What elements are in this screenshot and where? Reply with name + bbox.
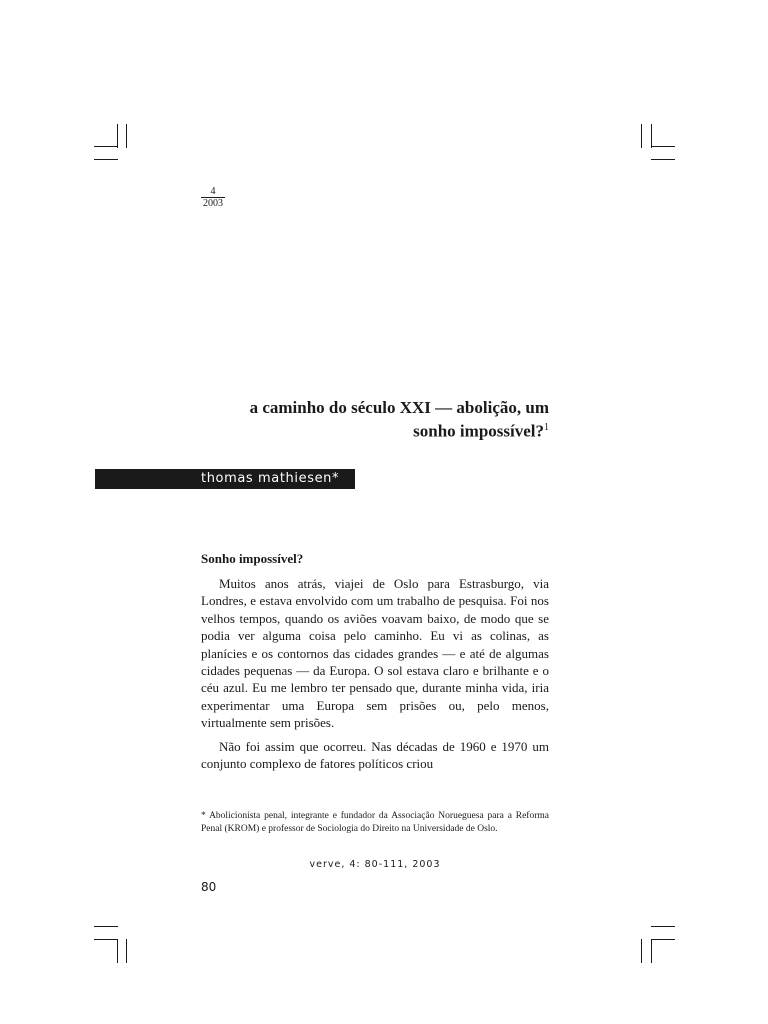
section-heading: Sonho impossível? bbox=[201, 551, 304, 566]
title-line-2: sonho impossível? bbox=[413, 421, 544, 441]
paragraph: Muitos anos atrás, viajei de Oslo para Estrasburgo, via Londres, e estava envolvido com um trabalho de pesquisa. Foi nos velhos tempos, quando os aviões voavam baixo, de modo que se podia ver alguma coisa pelo caminho. Eu vi as colinas, as planícies e os contornos das cidades grandes — e até de algumas cidades pequenas — da Europa. O sol estava claro e brilhante e o céu azul. Eu me lembro ter pensado que, durante minha vida, iria experimentar uma Europa sem prisões ou, pelo menos, virtualmente sem prisões. bbox=[201, 576, 549, 731]
issue-number: 4 bbox=[201, 186, 225, 198]
paragraph: Não foi assim que ocorreu. Nas décadas de 1960 e 1970 um conjunto complexo de fatores políticos criou bbox=[201, 738, 549, 772]
author-name: thomas mathiesen* bbox=[201, 471, 340, 486]
body-text bbox=[201, 575, 549, 778]
footnote: * Abolicionista penal, integrante e fundador da Associação Norueguesa para a Reforma Penal (KROM) e professor de Sociologia do Direito na Universidade de Oslo. bbox=[201, 811, 549, 834]
citation: verve, 4: 80-111, 2003 bbox=[309, 859, 441, 870]
article-title bbox=[200, 398, 549, 442]
title-footnote-marker: 1 bbox=[544, 422, 549, 433]
title-line-1: a caminho do século XXI — abolição, um bbox=[249, 398, 549, 417]
issue-label bbox=[201, 186, 225, 209]
page-number: 80 bbox=[201, 880, 217, 894]
issue-year: 2003 bbox=[203, 198, 223, 209]
